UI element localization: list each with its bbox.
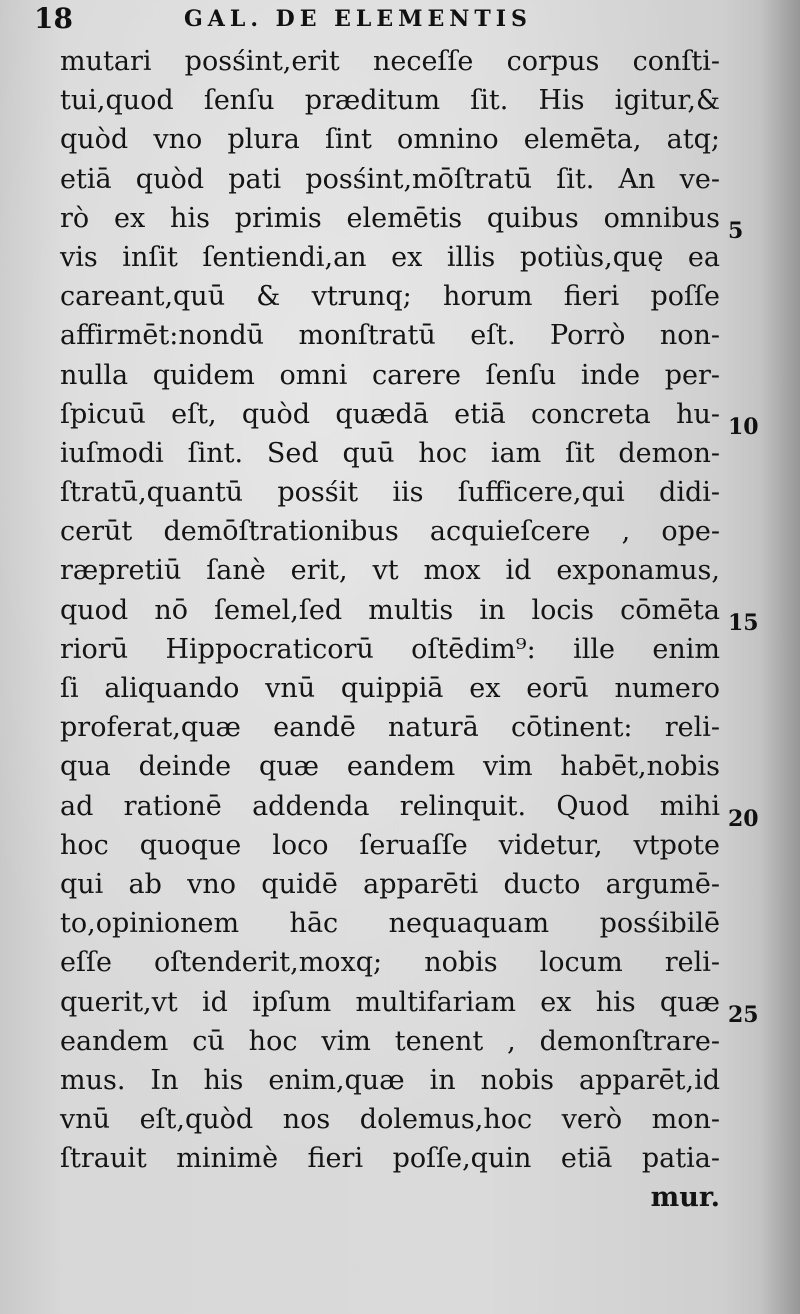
text-line: querit,vt id ipſum multifariam ex his quæ [60,986,720,1018]
text-line: hoc quoque loco ſeruaſſe videtur, vtpote [60,829,720,861]
text-line: tui,quod ſenſu præditum ſit. His igitur,& [60,85,720,117]
margin-line-number-15: 15 [728,610,759,636]
text-line: vis inſit ſentiendi,an ex illis potiùs,quę ea [60,241,720,273]
text-line: qui ab vno quidē apparēti ducto argumē- [60,868,720,900]
text-line: eſſe oſtenderit,moxq; nobis locum reli- [60,947,720,979]
text-line: ræpretiū ſanè erit, vt mox id exponamus, [60,555,720,587]
margin-line-number-20: 20 [728,806,759,832]
text-line: quod nō ſemel,ſed multis in locis cōmēta [60,594,720,626]
text-line: quòd vno plura ſint omnino elemēta, atq; [60,124,720,156]
text-line: ſi aliquando vnū quippiā ex eorū numero [60,673,720,704]
text-line: ſtratū,quantū posśit iis ſufficere,qui didi- [60,477,720,509]
text-line: riorū Hippocraticorū oſtēdim⁹: ille enim [60,633,720,665]
text-line: affirmēt:nondū monſtratū eſt. Porrò non- [60,320,720,352]
text-line: mus. In his enim,quæ in nobis apparēt,id [60,1064,720,1096]
text-line: ad rationē addenda relinquit. Quod mihi [60,790,720,822]
text-line: iuſmodi ſint. Sed quū hoc iam ſit demon- [60,437,720,469]
text-line: rò ex his primis elemētis quibus omnibus [60,202,720,234]
text-line: cerūt demōſtrationibus acquieſcere , ope- [60,516,720,548]
margin-line-number-5: 5 [728,218,744,244]
text-line: etiā quòd pati posśint,mōſtratū ſit. An ve- [60,163,720,195]
text-line: eandem cū hoc vim tenent , demonſtrare- [60,1025,720,1057]
text-line: nulla quidem omni carere ſenſu inde per- [60,359,720,391]
text-line: to,opinionem hāc nequaquam posśibilē [60,908,720,940]
text-line: ſpicuū eſt, quòd quædā etiā concreta hu- [60,398,720,430]
text-line: qua deinde quæ eandem vim habēt,nobis [60,751,720,783]
text-line: mutari posśint,erit neceſſe corpus conſti- [60,46,720,77]
text-line: careant,quū & vtrunq; horum fieri poſſe [60,281,720,313]
page-header [34,2,594,42]
text-line: vnū eſt,quòd nos dolemus,hoc verò mon- [60,1104,720,1136]
page-number: 18 [34,2,73,35]
body-text [60,42,720,1218]
margin-line-number-25: 25 [728,1002,759,1028]
text-line: proferat,quæ eandē naturā cōtinent: reli- [60,712,720,744]
text-line-final: mur. [650,1182,720,1214]
running-title: GAL. DE ELEMENTIS [184,6,532,32]
text-line: ſtrauit minimè fieri poſſe,quin etiā patia- [60,1143,720,1175]
margin-line-number-10: 10 [728,414,759,440]
